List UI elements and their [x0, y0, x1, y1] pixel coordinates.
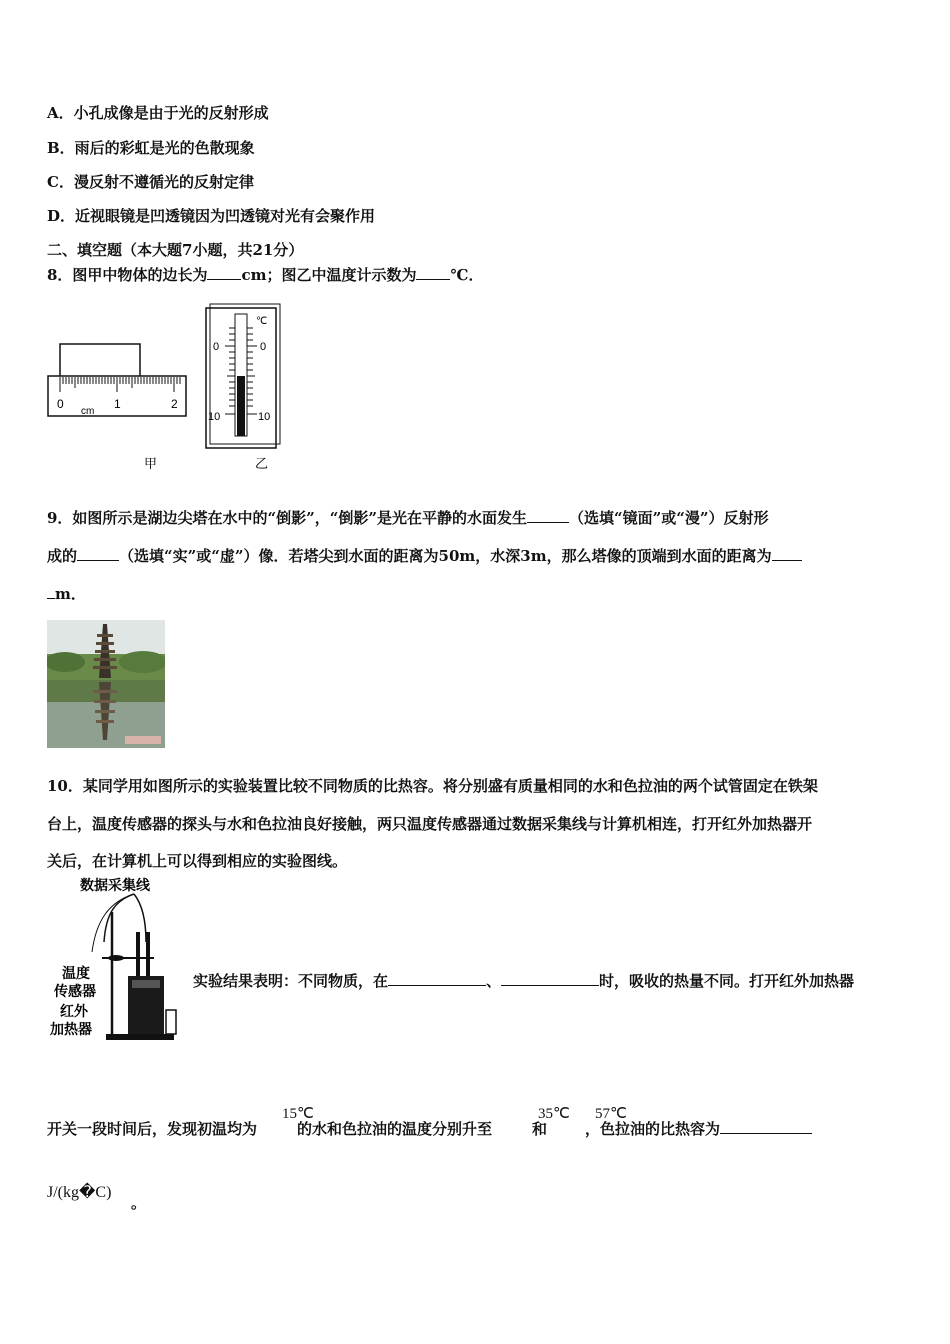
pagoda-reflection-photo [47, 620, 165, 748]
option-c: C．漫反射不遵循光的反射定律 [47, 173, 254, 191]
q10-text-4b: 的水和色拉油的温度分别升至 [297, 1120, 493, 1138]
q10-text-4d: ，色拉油的比热容为 [585, 1120, 721, 1138]
q8-text-2: cm；图乙中温度计示数为 [241, 266, 417, 284]
temp-initial: 15℃ [282, 1106, 314, 1122]
option-b: B．雨后的彩虹是光的色散现象 [47, 139, 255, 157]
thermometer-label-0-right: 0 [260, 341, 267, 353]
ruler-tick-1: 1 [114, 397, 121, 411]
mercury-column [237, 376, 245, 436]
apparatus-diagram [46, 872, 186, 1052]
measured-block [60, 344, 140, 378]
option-a: A．小孔成像是由于光的反射形成 [47, 104, 269, 122]
question-10-line-3: 关后，在计算机上可以得到相应的实验图线。 [47, 852, 348, 870]
ruler-tick-2: 2 [171, 397, 178, 411]
thermometer-caption: 乙 [255, 456, 269, 471]
thermometer-unit: ℃ [256, 316, 268, 327]
thermometer-label-10-left: 10 [208, 411, 221, 423]
q9-text-1-end: （选填“镜面”或“漫”）反射形 [568, 509, 769, 527]
q9-text-2: （选填“实”或“虚”）像．若塔尖到水面的距离为50m，水深3m，那么塔像的顶端到水面的距离为 [119, 547, 772, 565]
label-sensor-2: 传感器 [54, 983, 96, 999]
end-mark: 。 [131, 1194, 147, 1212]
question-9-line-2 [47, 545, 802, 566]
answer-blank [720, 1132, 812, 1134]
q10-result-text-1: 实验结果表明：不同物质，在 [193, 972, 389, 990]
temp-water: 35℃ [538, 1106, 570, 1122]
ruler-tick-0: 0 [57, 397, 64, 411]
section-heading: 二、填空题（本大题7小题，共21分） [47, 241, 304, 259]
ruler-caption: 甲 [144, 456, 158, 471]
q9-text-3: m． [55, 585, 86, 603]
thermometer-label-10-right: 10 [258, 411, 271, 423]
q8-text-1: 8．图甲中物体的边长为 [47, 266, 208, 284]
ruler-unit: cm [81, 406, 95, 417]
question-10-line-1: 10．某同学用如图所示的实验装置比较不同物质的比热容。将分别盛有质量相同的水和色拉油的两个试管固定在铁架 [47, 777, 818, 795]
label-data-cable: 数据采集线 [80, 877, 150, 893]
label-heater-2: 加热器 [50, 1021, 92, 1037]
q10-result-text-2: 时，吸收的热量不同。打开红外加热器 [599, 972, 855, 990]
thermometer-diagram [206, 304, 280, 471]
question-8 [47, 264, 483, 285]
q10-result-sep: 、 [486, 972, 502, 990]
thermometer-label-0-left: 0 [213, 341, 220, 353]
question-10-line-2: 台上，温度传感器的探头与水和色拉油良好接触，两只温度传感器通过数据采集线与计算机相连，打开红外加热器开 [47, 815, 813, 833]
answer-blank [501, 984, 599, 986]
question-9-line-1 [47, 507, 768, 528]
label-heater-1: 红外 [60, 1003, 88, 1019]
q10-temperature-line [47, 1118, 812, 1139]
answer-blank [527, 521, 569, 523]
answer-blank [207, 278, 241, 280]
q9-text-2-start: 成的 [47, 547, 78, 565]
q10-text-4c: 和 [532, 1120, 548, 1138]
q8-figure [40, 300, 290, 480]
q10-text-4a: 开关一段时间后，发现初温均为 [47, 1120, 258, 1138]
answer-blank [47, 597, 55, 599]
label-sensor-1: 温度 [62, 965, 90, 981]
answer-blank [77, 559, 119, 561]
q8-text-3: ℃． [450, 266, 484, 284]
answer-blank [416, 278, 450, 280]
q10-result-line [193, 970, 854, 991]
answer-blank [388, 984, 486, 986]
ruler-diagram [48, 344, 186, 471]
q9-text-1: 9．如图所示是湖边尖塔在水中的“倒影”，“倒影”是光在平静的水面发生 [47, 509, 527, 527]
temp-oil: 57℃ [595, 1106, 627, 1122]
question-9-line-3 [47, 583, 86, 604]
specific-heat-unit: J/(kg�C) [47, 1184, 112, 1201]
option-d: D．近视眼镜是凹透镜因为凹透镜对光有会聚作用 [47, 207, 376, 225]
answer-blank [772, 559, 802, 561]
